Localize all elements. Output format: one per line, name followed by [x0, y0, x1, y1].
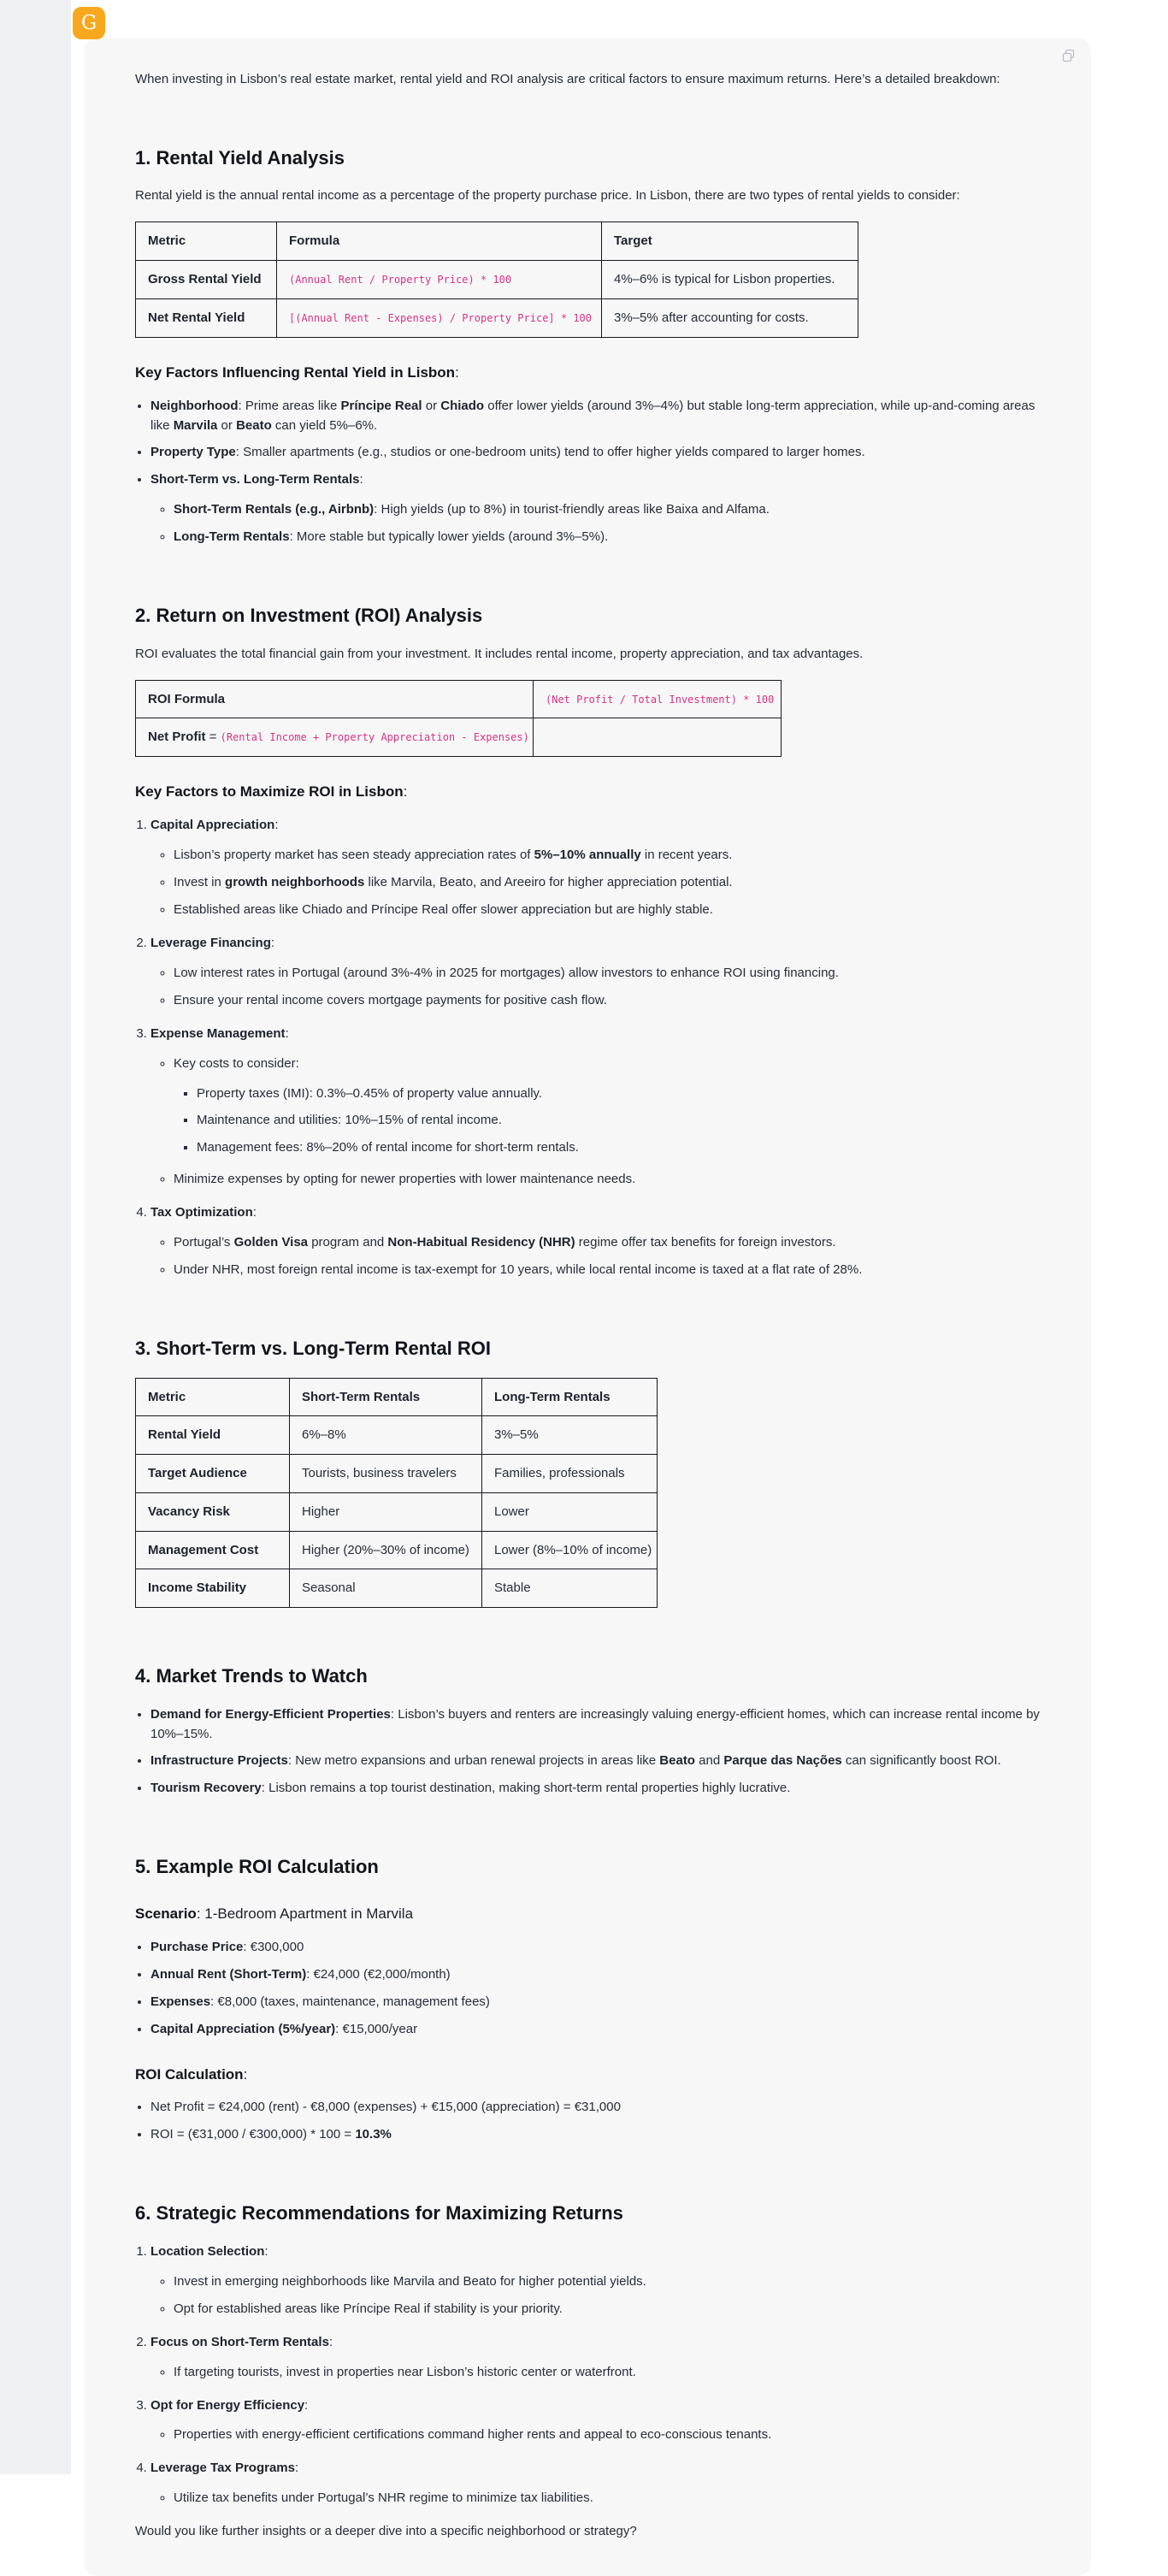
- bold-text: Beato: [659, 1753, 695, 1769]
- inline-code: (Net Profit / Total Investment) * 100: [546, 693, 775, 706]
- table-header-row: [136, 680, 782, 718]
- bullet-list: [150, 500, 1040, 547]
- bold-text: Key Factors Influencing Rental Yield in Lisbon: [135, 363, 456, 381]
- list-item: [150, 2333, 1040, 2383]
- text: =: [205, 730, 221, 745]
- table-cell: [136, 261, 277, 299]
- numbered-list: [135, 816, 1040, 1280]
- list-item: [174, 901, 1040, 920]
- bullet-list: [135, 2098, 1040, 2145]
- table-header-cell: [136, 680, 534, 718]
- inline-code: (Annual Rent / Property Price) * 100: [289, 274, 512, 287]
- text: Minimize expenses by opting for newer properties with lower maintenance needs.: [174, 1172, 636, 1187]
- bold-text: ROI Calculation: [135, 2065, 244, 2083]
- bold-text: Location Selection: [150, 2243, 265, 2259]
- text: Maintenance and utilities: 10%–15% of rental income.: [197, 1113, 502, 1128]
- list-item: [150, 470, 1040, 547]
- section-heading: [135, 604, 1040, 628]
- text: 3%–5%: [494, 1427, 539, 1443]
- text: :: [294, 2461, 299, 2476]
- section-heading: [135, 2201, 1040, 2225]
- table-cell: [136, 1569, 290, 1608]
- list-item: [174, 2300, 1040, 2319]
- bold-text: Príncipe Real: [340, 398, 422, 413]
- bullet-list: [174, 1084, 1040, 1159]
- text: 6%–8%: [302, 1427, 346, 1443]
- text: like Marvila, Beato, and Areeiro for higher appreciation potential.: [364, 874, 733, 889]
- table-cell: [277, 261, 602, 299]
- bold-text: Golden Visa: [233, 1235, 309, 1250]
- bold-text: Vacancy Risk: [148, 1504, 230, 1519]
- table-cell: [602, 298, 858, 337]
- bold-text: Parque das Nações: [723, 1753, 842, 1769]
- bold-text: 10.3%: [355, 2127, 392, 2142]
- bold-text: 5. Example ROI Calculation: [135, 1856, 379, 1878]
- list-item: [174, 1170, 1040, 1190]
- bold-text: Target: [614, 233, 652, 249]
- bold-text: Metric: [148, 1389, 186, 1404]
- bold-text: Non-Habitual Residency (NHR): [387, 1235, 575, 1250]
- text: Property taxes (IMI): 0.3%–0.45% of property value annually.: [197, 1085, 543, 1101]
- bold-text: Net Rental Yield: [148, 310, 245, 325]
- table-cell: [534, 718, 782, 757]
- bold-text: Long-Term Rentals: [174, 529, 290, 545]
- text: Higher (20%–30% of income): [302, 1542, 469, 1557]
- bold-text: Annual Rent (Short-Term): [150, 1966, 307, 1982]
- list-item: [174, 873, 1040, 893]
- table-cell: [290, 1492, 482, 1531]
- text: : Lisbon remains a top tourist destination, making short-term rental properties highly lucrative.: [261, 1781, 791, 1796]
- text: Lower: [494, 1504, 529, 1519]
- text: Opt for established areas like Príncipe Real if stability is your priority.: [174, 2301, 563, 2316]
- table-header-cell: [290, 1378, 482, 1416]
- bullet-list: [150, 2425, 1040, 2445]
- inline-code: [(Annual Rent - Expenses) / Property Price] * 100: [289, 311, 593, 324]
- list-item: [197, 1138, 1040, 1158]
- list-item: [150, 1025, 1040, 1191]
- bold-text: 6. Strategic Recommendations for Maximizing Returns: [135, 2202, 623, 2224]
- bold-text: Expenses: [150, 1994, 211, 2009]
- bold-text: Short-Term Rentals (e.g., Airbnb): [174, 502, 375, 517]
- bold-text: Neighborhood: [150, 398, 239, 413]
- text: If targeting tourists, invest in properties near Lisbon’s historic center or waterfront.: [174, 2364, 636, 2379]
- list-item: [150, 443, 1040, 463]
- bold-text: Opt for Energy Efficiency: [150, 2397, 305, 2413]
- list-item: [174, 1055, 1040, 1159]
- paragraph: [135, 186, 1040, 206]
- text: When investing in Lisbon’s real estate market, rental yield and ROI analysis are critical factors to ensure maximum returns. Here’s a detailed breakdown:: [135, 72, 1000, 86]
- subsection-heading: [135, 1905, 1040, 1924]
- text: Families, professionals: [494, 1466, 625, 1481]
- bold-text: Formula: [289, 233, 340, 249]
- text: ROI evaluates the total financial gain from your investment. It includes rental income, property appreciation, and tax advantages.: [135, 646, 864, 661]
- text: Higher: [302, 1504, 340, 1519]
- text: : New metro expansions and urban renewal projects in areas like: [287, 1753, 660, 1769]
- bold-text: 5%–10% annually: [534, 848, 641, 862]
- bold-text: Expense Management: [150, 1025, 286, 1041]
- table-header-row: [136, 222, 858, 261]
- text: :: [328, 2334, 333, 2349]
- table-row: [136, 1455, 658, 1493]
- text: Rental yield is the annual rental income as a percentage of the property purchase price. In Lisbon, there are two types of rental yields to consider:: [135, 188, 960, 204]
- text: Lower (8%–10% of income): [494, 1542, 652, 1557]
- message-body: [135, 70, 1040, 2542]
- text: Invest in: [174, 874, 226, 889]
- bold-text: Leverage Financing: [150, 935, 271, 950]
- bold-text: Marvila: [173, 417, 218, 433]
- text: : €300,000: [243, 1939, 304, 1954]
- table-row: [136, 1492, 658, 1531]
- paragraph: [135, 2522, 1040, 2542]
- text: : Smaller apartments (e.g., studios or one-bedroom units) tend to offer higher yields compared to larger homes.: [235, 445, 865, 460]
- bold-text: Scenario: [135, 1905, 197, 1922]
- text: :: [274, 818, 279, 833]
- list-item: [150, 1938, 1040, 1958]
- table-header-cell: [482, 1378, 658, 1416]
- text: Management fees: 8%–20% of rental income for short-term rentals.: [197, 1140, 579, 1155]
- list-item: [150, 2242, 1040, 2319]
- list-item: [150, 397, 1040, 436]
- text: Low interest rates in Portugal (around 3%-4% in 2025 for mortgages) allow investors to enhance ROI using financing.: [174, 965, 839, 980]
- section-heading: [135, 1664, 1040, 1688]
- text: regime offer tax benefits for foreign investors.: [575, 1235, 836, 1250]
- table-cell: [136, 718, 534, 757]
- bold-text: Short-Term vs. Long-Term Rentals: [150, 472, 360, 487]
- subsection-heading: [135, 363, 1040, 383]
- bold-text: Focus on Short-Term Rentals: [150, 2334, 329, 2349]
- text: 3%–5% after accounting for costs.: [614, 310, 809, 325]
- list-item: [174, 2272, 1040, 2292]
- bold-text: Metric: [148, 233, 186, 249]
- list-item: [197, 1084, 1040, 1104]
- section-heading: [135, 1855, 1040, 1879]
- table-cell: [290, 1455, 482, 1493]
- bullet-list: [150, 964, 1040, 1011]
- list-item: [150, 1752, 1040, 1771]
- bold-text: Tourism Recovery: [150, 1781, 262, 1796]
- copy-button[interactable]: [1060, 48, 1077, 65]
- bold-text: Capital Appreciation: [150, 818, 275, 833]
- table-cell: [277, 298, 602, 337]
- list-item: [150, 1965, 1040, 1985]
- bullet-list: [150, 2272, 1040, 2319]
- bold-text: Target Audience: [148, 1466, 247, 1481]
- section-heading: [135, 146, 1040, 170]
- list-item: [150, 934, 1040, 1011]
- paragraph: [135, 70, 1040, 90]
- list-item: [174, 528, 1040, 547]
- copy-icon: [1060, 48, 1077, 65]
- table-cell: [482, 1492, 658, 1531]
- table-header-cell: [602, 222, 858, 261]
- text: Ensure your rental income covers mortgage payments for positive cash flow.: [174, 992, 607, 1007]
- text: : Lisbon’s buyers and renters are increasingly valuing energy-efficient homes, which can increase rental income by 10%–15%.: [150, 1706, 1040, 1741]
- list-item: [174, 500, 1040, 520]
- text: :: [264, 2243, 268, 2259]
- list-item: [174, 1261, 1040, 1280]
- text: Properties with energy-efficient certifications command higher rents and appeal to eco-conscious tenants.: [174, 2427, 772, 2443]
- table-cell: [136, 1531, 290, 1569]
- list-item: [150, 1993, 1040, 2012]
- list-item: [150, 2020, 1040, 2040]
- bold-text: growth neighborhoods: [225, 874, 365, 889]
- text: :: [285, 1025, 289, 1041]
- list-item: [150, 2396, 1040, 2446]
- text: Would you like further insights or a deeper dive into a specific neighborhood or strategy?: [135, 2524, 637, 2539]
- bold-text: 4. Market Trends to Watch: [135, 1665, 368, 1687]
- data-table: [135, 1378, 658, 1609]
- table-header-cell: [277, 222, 602, 261]
- table-cell: [136, 1416, 290, 1455]
- list-item: [174, 846, 1040, 866]
- text: :: [455, 363, 459, 381]
- bold-text: Infrastructure Projects: [150, 1753, 288, 1769]
- bullet-list: [150, 846, 1040, 920]
- bold-text: 1. Rental Yield Analysis: [135, 146, 345, 168]
- table-cell: [482, 1569, 658, 1608]
- table-row: [136, 1416, 658, 1455]
- list-item: [150, 2125, 1040, 2145]
- list-item: [150, 1779, 1040, 1799]
- bold-text: Leverage Tax Programs: [150, 2461, 295, 2476]
- text: or: [217, 417, 237, 433]
- text: or: [422, 398, 441, 413]
- table-header-cell: [136, 222, 277, 261]
- section-heading: [135, 1337, 1040, 1361]
- bullet-list: [150, 2363, 1040, 2383]
- table-cell: [136, 1492, 290, 1531]
- list-item: [174, 1233, 1040, 1253]
- bold-text: 2. Return on Investment (ROI) Analysis: [135, 605, 483, 627]
- subsection-heading: [135, 783, 1040, 802]
- text: Under NHR, most foreign rental income is tax-exempt for 10 years, while local rental income is taxed at a flat rate of 28%.: [174, 1262, 863, 1278]
- assistant-message-card: [84, 38, 1091, 2576]
- left-panel-strip: [0, 0, 71, 2474]
- bullet-list: [135, 1938, 1040, 2040]
- text: 4%–6% is typical for Lisbon properties.: [614, 272, 835, 287]
- numbered-list: [135, 2242, 1040, 2508]
- table-row: [136, 298, 858, 337]
- bullet-list: [150, 1055, 1040, 1191]
- text: ROI = (€31,000 / €300,000) * 100 =: [150, 2127, 356, 2142]
- table-cell: [290, 1531, 482, 1569]
- text: :: [304, 2397, 309, 2413]
- list-item: [150, 2098, 1040, 2118]
- text: in recent years.: [640, 848, 733, 862]
- text: Tourists, business travelers: [302, 1466, 457, 1481]
- bold-text: ROI Formula: [148, 691, 226, 706]
- table-cell: [482, 1416, 658, 1455]
- bold-text: Net Profit: [148, 730, 206, 745]
- data-table: [135, 680, 782, 758]
- table-row: [136, 1531, 658, 1569]
- text: and: [694, 1753, 724, 1769]
- table-header-row: [136, 1378, 658, 1416]
- list-item: [150, 1705, 1040, 1745]
- text: offer lower yields (around 3%–4%) but stable long-term appreciation, while up-and-coming areas like: [150, 398, 1035, 433]
- table-cell: [136, 298, 277, 337]
- bold-text: Beato: [236, 417, 272, 433]
- bullet-list: [150, 2489, 1040, 2508]
- table-row: [136, 1569, 658, 1608]
- table-row: [136, 718, 782, 757]
- table-cell: [482, 1531, 658, 1569]
- bold-text: Long-Term Rentals: [494, 1389, 611, 1404]
- table-cell: [602, 261, 858, 299]
- bold-text: Gross Rental Yield: [148, 272, 262, 287]
- table-cell: [290, 1569, 482, 1608]
- list-item: [174, 2489, 1040, 2508]
- text: :: [270, 935, 275, 950]
- text: : High yields (up to 8%) in tourist-friendly areas like Baixa and Alfama.: [374, 502, 770, 517]
- list-item: [197, 1111, 1040, 1131]
- bold-text: Purchase Price: [150, 1939, 244, 1954]
- text: Utilize tax benefits under Portugal’s NHR regime to minimize tax liabilities.: [174, 2490, 593, 2506]
- text: can significantly boost ROI.: [841, 1753, 1001, 1769]
- bold-text: Chiado: [440, 398, 485, 413]
- bold-text: 3. Short-Term vs. Long-Term Rental ROI: [135, 1338, 492, 1360]
- bullet-list: [135, 397, 1040, 548]
- bold-text: Property Type: [150, 445, 236, 460]
- table-header-cell: [534, 680, 782, 718]
- text: : Prime areas like: [238, 398, 341, 413]
- text: :: [252, 1205, 257, 1220]
- list-item: [150, 2459, 1040, 2508]
- assistant-avatar: [73, 7, 105, 39]
- bold-text: Capital Appreciation (5%/year): [150, 2021, 336, 2036]
- table-row: [136, 261, 858, 299]
- list-item: [174, 991, 1040, 1011]
- table-cell: [482, 1455, 658, 1493]
- text: : €8,000 (taxes, maintenance, management fees): [210, 1994, 490, 2009]
- data-table: [135, 222, 858, 337]
- text: program and: [308, 1235, 388, 1250]
- text: Portugal’s: [174, 1235, 234, 1250]
- text: can yield 5%–6%.: [271, 417, 378, 433]
- bold-text: Management Cost: [148, 1542, 259, 1557]
- table-cell: [136, 1455, 290, 1493]
- table-cell: [290, 1416, 482, 1455]
- list-item: [174, 2363, 1040, 2383]
- text: Stable: [494, 1580, 531, 1596]
- text: Key costs to consider:: [174, 1055, 299, 1071]
- bold-text: Short-Term Rentals: [302, 1389, 421, 1404]
- table-header-cell: [136, 1378, 290, 1416]
- text: Net Profit = €24,000 (rent) - €8,000 (expenses) + €15,000 (appreciation) = €31,000: [150, 2100, 621, 2115]
- list-item: [174, 964, 1040, 984]
- bold-text: Key Factors to Maximize ROI in Lisbon: [135, 783, 404, 801]
- bold-text: Demand for Energy-Efficient Properties: [150, 1706, 391, 1722]
- text: Established areas like Chiado and Príncipe Real offer slower appreciation but are highly stable.: [174, 901, 713, 917]
- inline-code: (Rental Income + Property Appreciation - Expenses): [220, 731, 529, 744]
- list-item: [150, 816, 1040, 920]
- bold-text: Rental Yield: [148, 1427, 221, 1443]
- list-item: [174, 2425, 1040, 2445]
- text: : €24,000 (€2,000/month): [306, 1966, 451, 1982]
- text: :: [359, 472, 363, 487]
- bold-text: Tax Optimization: [150, 1205, 253, 1220]
- text: :: [243, 2065, 248, 2083]
- avatar-letter: G: [80, 12, 97, 34]
- text: Invest in emerging neighborhoods like Marvila and Beato for higher potential yields.: [174, 2273, 646, 2289]
- paragraph: [135, 645, 1040, 665]
- text: Seasonal: [302, 1580, 356, 1596]
- subsection-heading: [135, 2065, 1040, 2085]
- text: : 1-Bedroom Apartment in Marvila: [196, 1905, 414, 1922]
- bullet-list: [150, 1233, 1040, 1280]
- bold-text: Income Stability: [148, 1580, 247, 1596]
- bullet-list: [135, 1705, 1040, 1799]
- list-item: [150, 1203, 1040, 1280]
- text: Lisbon’s property market has seen steady appreciation rates of: [174, 848, 534, 862]
- text: : More stable but typically lower yields (around 3%–5%).: [289, 529, 609, 545]
- text: :: [403, 783, 408, 801]
- text: : €15,000/year: [335, 2021, 418, 2036]
